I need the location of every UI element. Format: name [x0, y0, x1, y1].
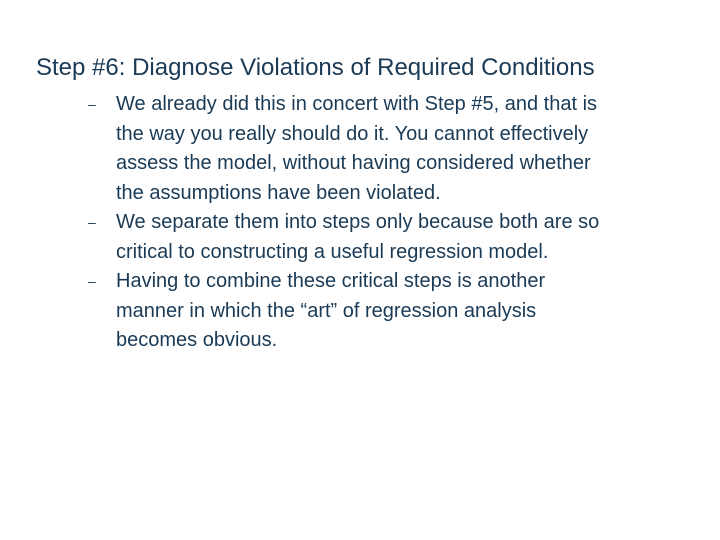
- bullet-line: assess the model, without having considered whether: [116, 152, 591, 174]
- bullet-line: We separate them into steps only because both are so: [116, 211, 600, 233]
- bullet-line: the way you really should do it. You cannot effectively: [116, 122, 589, 145]
- bullet-line: Having to combine these critical steps is another: [116, 270, 546, 292]
- bullet-dash: –: [88, 214, 96, 230]
- bullet-line: becomes obvious.: [116, 329, 278, 351]
- bullet-line: manner in which the “art” of regression analysis: [116, 299, 537, 322]
- bullet-dash: –: [88, 96, 96, 112]
- bullet-dash: –: [88, 273, 96, 289]
- slide-title: Step #6: Diagnose Violations of Required Conditions: [36, 54, 595, 81]
- bullet-list: [88, 90, 708, 356]
- bullet-line: critical to constructing a useful regression model.: [116, 240, 549, 263]
- bullet-line: the assumptions have been violated.: [116, 181, 441, 204]
- bullet-item-1: [88, 90, 708, 208]
- bullet-item-2: [88, 208, 708, 267]
- bullet-item-3: [88, 267, 708, 356]
- bullet-line: We already did this in concert with Step #5, and that is: [116, 93, 598, 115]
